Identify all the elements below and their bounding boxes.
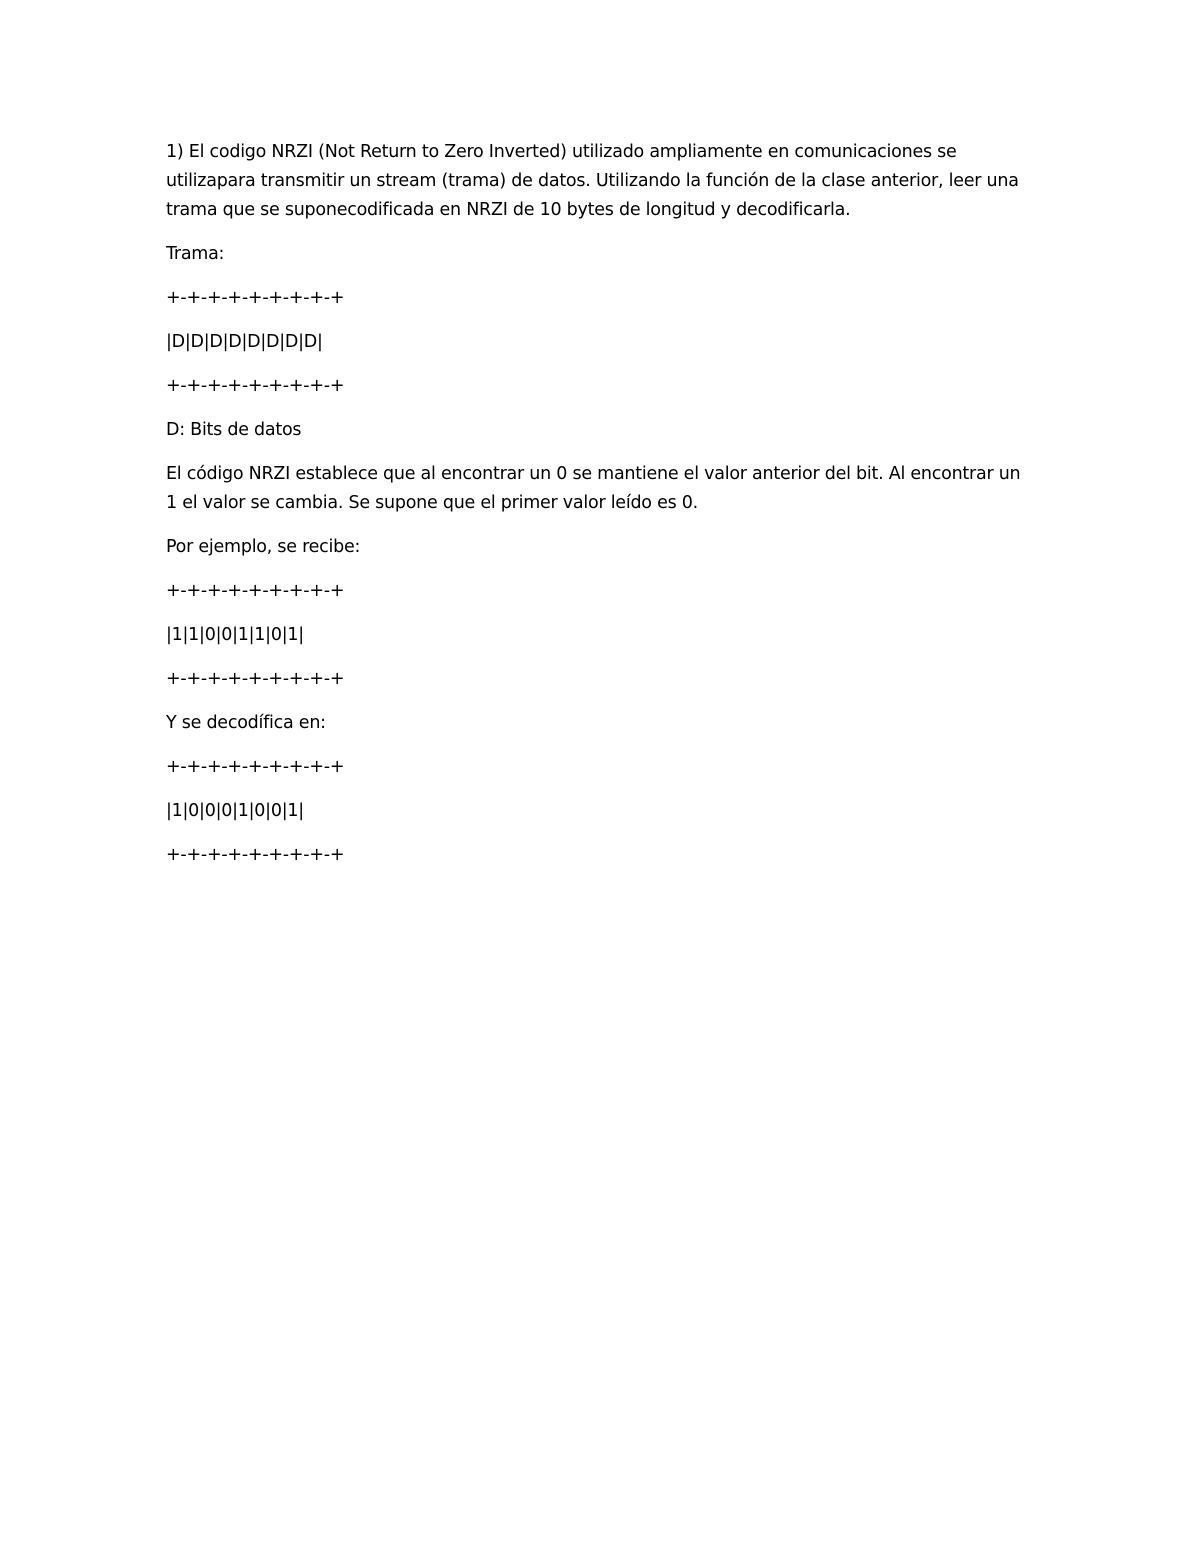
decoded-border-top: +-+-+-+-+-+-+-+-+ bbox=[166, 757, 345, 777]
decoded-data-row: |1|0|0|0|1|0|0|1| bbox=[166, 801, 304, 821]
trama-label: Trama: bbox=[166, 244, 225, 264]
decoded-label: Y se decodífica en: bbox=[166, 713, 326, 733]
received-border-top: +-+-+-+-+-+-+-+-+ bbox=[166, 581, 345, 601]
frame-border-top: +-+-+-+-+-+-+-+-+ bbox=[166, 288, 345, 308]
frame-data-row: |D|D|D|D|D|D|D|D| bbox=[166, 332, 323, 352]
document-page bbox=[166, 138, 1026, 885]
received-data-row: |1|1|0|0|1|1|0|1| bbox=[166, 625, 304, 645]
received-border-bottom: +-+-+-+-+-+-+-+-+ bbox=[166, 669, 345, 689]
decoded-border-bottom: +-+-+-+-+-+-+-+-+ bbox=[166, 845, 345, 865]
intro-paragraph: 1) El codigo NRZI (Not Return to Zero Inverted) utilizado ampliamente en comunicaciones se utilizapara transmitir un stream (trama) de datos. Utilizando la función de la clase anterior, leer una trama que se suponecodificada en NRZI de 10 bytes de longitud y decodificarla. bbox=[166, 142, 1025, 220]
legend-text: D: Bits de datos bbox=[166, 420, 302, 440]
example-label: Por ejemplo, se recibe: bbox=[166, 537, 361, 557]
frame-border-bottom: +-+-+-+-+-+-+-+-+ bbox=[166, 376, 345, 396]
rule-paragraph: El código NRZI establece que al encontrar un 0 se mantiene el valor anterior del bit. Al encontrar un 1 el valor se cambia. Se supone que el primer valor leído es 0. bbox=[166, 464, 1026, 513]
